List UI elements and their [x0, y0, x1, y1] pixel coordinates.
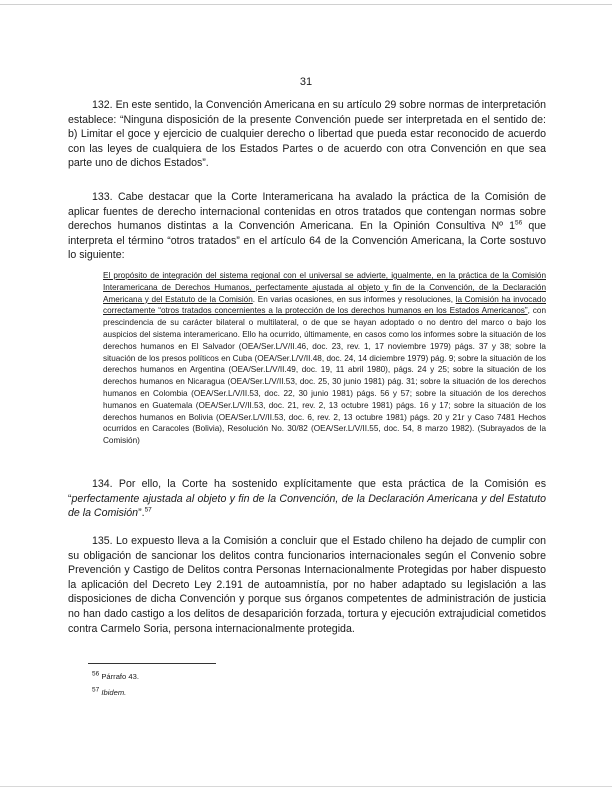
paragraph-number: 133.	[92, 191, 113, 203]
block-quote	[103, 270, 546, 447]
footnote-56	[92, 672, 139, 682]
footnote-separator	[88, 663, 216, 664]
scan-edge-top	[0, 4, 612, 5]
footnote-57	[92, 688, 126, 698]
footnote-ref-56: 56	[514, 219, 523, 227]
paragraph-text: Por ello, la Corte ha sostenido explícitamente que esta práctica de la Comisión es “	[68, 478, 546, 505]
quote-text-1: . En varias ocasiones, en sus informes y resoluciones,	[252, 294, 456, 304]
footnote-ref-57: 57	[144, 506, 152, 514]
paragraph-number: 132.	[92, 99, 113, 111]
quote-underlined-2: la Comisión ha invocado correctamente “otros tratados concernientes a la protección de los derechos humanos en los Estados Americanos”	[103, 294, 547, 316]
paragraph-135	[68, 534, 546, 636]
paragraph-text: En este sentido, la Convención Americana en su artículo 29 sobre normas de interpretación establece: “Ninguna disposición de la presente Convención puede ser interpretada en el sentido de: b) Limitar el goce y ejercicio de cualquier derecho o libertad que pueda estar reconocido de acuerdo con las leyes de cualquiera de los Estados Partes o de acuerdo con otra Convención en que sea parte uno de dichos Estados”.	[68, 99, 546, 170]
paragraph-number: 134.	[92, 478, 113, 490]
paragraph-132	[68, 98, 546, 171]
paragraph-text: Lo expuesto lleva a la Comisión a concluir que el Estado chileno ha dejado de cumplir con su obligación de sancionar los delitos contra funcionarios internacionales según el Convenio sobre Prevención y Castigo de Delitos contra Personas Internacionalmente Protegidas por haber dispuesto la aplicación del Decreto Ley 2.191 de autoamnistía, por no haber adaptado su legislación a las disposiciones de dicha Convención y porque sus órganos competentes de administración de justicia no han dado castigo a los delitos de desaparición forzada, tortura y ejecución extrajudicial cometidos contra Carmelo Soria, persona internacionalmente protegida.	[68, 535, 546, 635]
paragraph-text-cont: que interpreta el término “otros tratados” en el artículo 64 de la Convención Americana, la Corte sostuvo lo siguiente:	[68, 220, 547, 262]
footnote-text: Ibidem.	[101, 688, 127, 697]
footnote-mark: 56	[92, 670, 100, 678]
paragraph-text: Cabe destacar que la Corte Interamericana ha avalado la práctica de la Comisión de aplicar fuentes de derecho internacional contenidas en otros tratados que contengan normas sobre derechos humanos distintas a la Convención Americana. En la Opinión Consultiva Nº 1	[68, 191, 546, 233]
footnote-text: Párrafo 43.	[101, 672, 139, 681]
paragraph-number: 135.	[92, 535, 113, 547]
paragraph-134	[68, 477, 546, 521]
scan-edge-bottom	[0, 786, 612, 787]
paragraph-italic-quote: perfectamente ajustada al objeto y fin de la Convención, de la Declaración Americana y del Estatuto de la Comisión	[68, 492, 546, 520]
page-number: 31	[299, 76, 313, 88]
quote-underlined-1: El propósito de integración del sistema regional con el universal se advierte, igualmente, en la práctica de la Comisión Interamericana de Derechos Humanos, perfectamente ajustada al objeto y fin de la Convención, de la Declaración Americana y del Estatuto de la Comisión	[103, 271, 546, 304]
paragraph-133	[68, 190, 546, 263]
footnote-mark: 57	[92, 686, 100, 694]
paragraph-text-cont: ”.	[138, 507, 145, 520]
quote-text-2: , con prescindencia de su carácter bilateral o multilateral, o de que se hayan adoptado o no dentro del marco o bajo los auspicios del sistema interamericano. Ello ha ocurrido, últimamente, en casos como los informes sobre la situación de los derechos humanos en El Salvador (OEA/Ser.L/V/II.46, doc. 23, rev. 1, 17 noviembre 1979) págs. 37 y 38; sobre la situación de los presos políticos en Cuba (OEA/Ser.L/V/II.48, doc. 24, 14 diciembre 1979) pág. 9; sobre la situación de los derechos humanos en Argentina (OEA/Ser.L/V/II.49, doc. 19, 11 abril 1980), págs. 24 y 25; sobre la situación de los derechos humanos en Nicaragua (OEA/Ser.L/V/II.53, doc. 25, 30 junio 1981) pág. 31; sobre la situación de los derechos humanos en Colombia (OEA/Ser.L/V/II.53, doc. 22, 30 junio 1981) págs. 56 y 57; sobre la situación de los derechos humanos en Guatemala (OEA/Ser.L/V/II.53, doc. 21, rev. 2, 13 octubre 1981) págs. 16 y 17; sobre la situación de los derechos humanos en Bolivia (OEA/Ser.L/V/II.53, doc. 6, rev. 2, 13 octubre 1981) págs. 20 y 21r y Caso 7481 Hechos ocurridos en Caracoles (Bolivia), Resolución No. 30/82 (OEA/Ser.L/V/II.55, doc. 54, 8 marzo 1982). (Subrayados de la Comisión)	[103, 306, 546, 446]
